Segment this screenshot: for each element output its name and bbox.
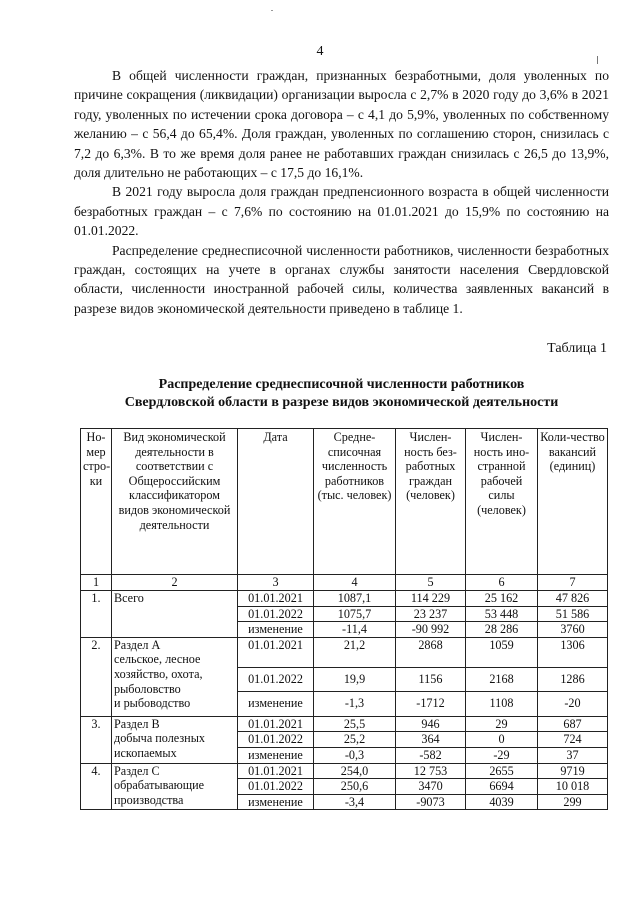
col-number: 6 <box>466 575 538 591</box>
value-cell: 1075,7 <box>314 606 396 622</box>
value-cell: 19,9 <box>314 667 396 691</box>
value-cell: 0 <box>466 732 538 748</box>
value-cell: 21,2 <box>314 637 396 667</box>
value-cell: 10 018 <box>538 779 608 795</box>
caption-line-1: Распределение среднесписочной численности работников <box>158 377 525 392</box>
value-cell: 37 <box>538 747 608 763</box>
value-cell: 2655 <box>466 763 538 779</box>
value-cell: 1156 <box>396 667 466 691</box>
header-row-number: Но-мер стро-ки <box>81 429 112 575</box>
value-cell: 6694 <box>466 779 538 795</box>
col-number: 7 <box>538 575 608 591</box>
value-cell: 299 <box>538 794 608 810</box>
value-cell: -1,3 <box>314 691 396 716</box>
value-cell: 254,0 <box>314 763 396 779</box>
date-cell: 01.01.2022 <box>238 779 314 795</box>
value-cell: -0,3 <box>314 747 396 763</box>
table-row <box>81 716 608 732</box>
value-cell: 946 <box>396 716 466 732</box>
value-cell: 51 586 <box>538 606 608 622</box>
value-cell: 687 <box>538 716 608 732</box>
activity-name <box>112 591 238 638</box>
header-date: Дата <box>238 429 314 575</box>
col-number: 4 <box>314 575 396 591</box>
value-cell: -11,4 <box>314 622 396 638</box>
row-number: 4. <box>81 763 112 810</box>
value-cell: 4039 <box>466 794 538 810</box>
caption-line-2: Свердловской области в разрезе видов экономической деятельности <box>124 395 559 410</box>
header-vacancies: Коли-чество вакансий (единиц) <box>538 429 608 575</box>
page-number: 4 <box>316 44 324 59</box>
header-foreign-workers: Числен-ность ино-странной рабочей силы (человек) <box>466 429 538 575</box>
date-cell: 01.01.2021 <box>238 716 314 732</box>
table-caption <box>74 376 609 412</box>
date-cell: изменение <box>238 622 314 638</box>
value-cell: 53 448 <box>466 606 538 622</box>
date-cell: 01.01.2021 <box>238 637 314 667</box>
value-cell: 1306 <box>538 637 608 667</box>
paragraph-1: В общей численности граждан, признанных безработными, доля уволенных по причине сокращения (ликвидации) организации выросла с 2,7% в 2020 году до 3,6% в 2021 году, уволенных по истечении срока договора – с 4,1 до 5,9%, уволенных по собственному желанию – с 56,4 до 65,4%. Доля граждан, уволенных по соглашению сторон, снизилась с 7,2 до 6,3%. В то же время доля ранее не работавших граждан снизилась с 26,5 до 13,9%, доля длительно не работающих – с 17,5 до 16,1%. <box>74 68 609 181</box>
activity-line: добыча полезных ископаемых <box>114 731 205 760</box>
date-cell: 01.01.2022 <box>238 732 314 748</box>
table-row <box>81 637 608 667</box>
header-avg-employees: Средне-списочная численность работников (тыс. человек) <box>314 429 396 575</box>
row-number: 1. <box>81 591 112 638</box>
activity-line: и рыбоводство <box>114 696 191 711</box>
value-cell: 25,2 <box>314 732 396 748</box>
table-row <box>81 763 608 779</box>
value-cell: -9073 <box>396 794 466 810</box>
value-cell: -3,4 <box>314 794 396 810</box>
table-row <box>81 591 608 607</box>
value-cell: 2168 <box>466 667 538 691</box>
value-cell: 1059 <box>466 637 538 667</box>
value-cell: -29 <box>466 747 538 763</box>
value-cell: 3470 <box>396 779 466 795</box>
activity-line: Раздел С <box>114 763 160 778</box>
data-table <box>80 428 608 810</box>
activity-line: Раздел А <box>114 637 161 652</box>
value-cell: -20 <box>538 691 608 716</box>
activity-line: Всего <box>114 591 144 605</box>
paragraph-2: В 2021 году выросла доля граждан предпенсионного возраста в общей численности безработных граждан – с 7,6% по состоянию на 01.01.2021 до 15,9% по состоянию на 01.01.2022. <box>74 184 609 239</box>
value-cell: 2868 <box>396 637 466 667</box>
body-text <box>74 66 609 318</box>
value-cell: 28 286 <box>466 622 538 638</box>
date-cell: изменение <box>238 691 314 716</box>
scan-mark <box>271 10 273 11</box>
value-cell: 1087,1 <box>314 591 396 607</box>
date-cell: изменение <box>238 747 314 763</box>
date-cell: 01.01.2021 <box>238 591 314 607</box>
date-cell: 01.01.2021 <box>238 763 314 779</box>
activity-name <box>112 716 238 763</box>
date-cell: 01.01.2022 <box>238 667 314 691</box>
col-number: 3 <box>238 575 314 591</box>
value-cell: 724 <box>538 732 608 748</box>
activity-name <box>112 637 238 716</box>
value-cell: -1712 <box>396 691 466 716</box>
header-row <box>81 429 608 575</box>
value-cell: 29 <box>466 716 538 732</box>
value-cell: 12 753 <box>396 763 466 779</box>
value-cell: -582 <box>396 747 466 763</box>
date-cell: 01.01.2022 <box>238 606 314 622</box>
value-cell: 1108 <box>466 691 538 716</box>
paragraph-3: Распределение среднесписочной численности работников, численности безработных граждан, состоящих на учете в органах службы занятости населения Свердловской области, численности иностранной рабочей силы, количества заявленных вакансий в разрезе видов экономической деятельности приведено в таблице 1. <box>74 242 609 316</box>
value-cell: 25 162 <box>466 591 538 607</box>
value-cell: 47 826 <box>538 591 608 607</box>
col-number: 5 <box>396 575 466 591</box>
table-label: Таблица 1 <box>547 341 607 356</box>
value-cell: -90 992 <box>396 622 466 638</box>
value-cell: 250,6 <box>314 779 396 795</box>
value-cell: 23 237 <box>396 606 466 622</box>
value-cell: 25,5 <box>314 716 396 732</box>
header-activity: Вид экономической деятельности в соответствии с Общероссийским классификатором видов экономической деятельности <box>112 429 238 575</box>
date-cell: изменение <box>238 794 314 810</box>
value-cell: 114 229 <box>396 591 466 607</box>
value-cell: 3760 <box>538 622 608 638</box>
row-number: 3. <box>81 716 112 763</box>
header-unemployed: Числен-ность без-работных граждан (человек) <box>396 429 466 575</box>
value-cell: 1286 <box>538 667 608 691</box>
column-number-row <box>81 575 608 591</box>
activity-line: Раздел В <box>114 716 160 731</box>
value-cell: 9719 <box>538 763 608 779</box>
activity-line: сельское, лесное хозяйство, охота, рыболовство <box>114 652 203 696</box>
col-number: 1 <box>81 575 112 591</box>
col-number: 2 <box>112 575 238 591</box>
row-number: 2. <box>81 637 112 716</box>
activity-name <box>112 763 238 810</box>
activity-line: обрабатывающие производства <box>114 778 205 807</box>
value-cell: 364 <box>396 732 466 748</box>
